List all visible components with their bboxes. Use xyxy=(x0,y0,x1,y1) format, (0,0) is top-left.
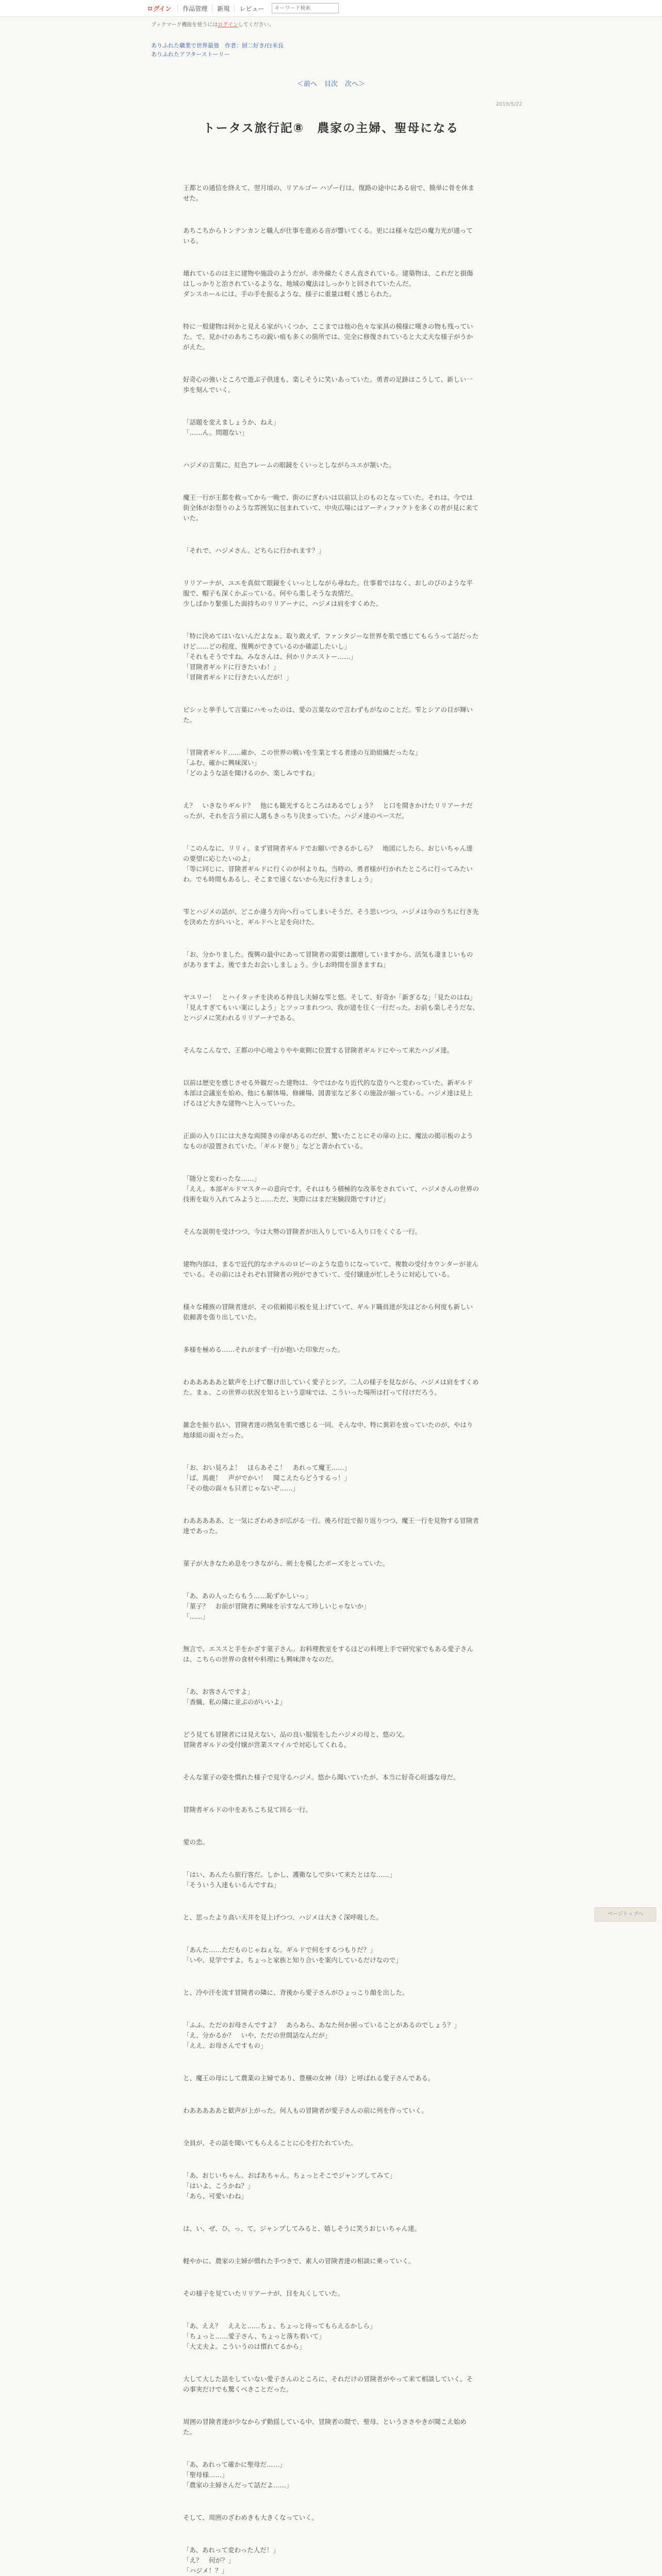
search-input[interactable] xyxy=(272,3,339,13)
prev-link[interactable]: ＜前へ xyxy=(296,80,317,88)
paragraph: そんなこんなで、王都の中心地よりやや東側に位置する冒険者ギルドにやって来たハジメ達。 xyxy=(183,1046,454,1054)
paragraph: 全員が、その話を聞いてもらえることに心を打たれていた。 xyxy=(183,2139,357,2147)
paragraph: 特に一般建物は何かと見える家がいくつか、ここまでは他の色々な家具の模様に嘆きの物も残っていた。で、見かけのあちこちの鋭い痕も多くの箇所では、完全に修復されていると大丈夫な様子がうかがえた。 xyxy=(183,323,473,351)
top-navigation xyxy=(0,0,662,17)
paragraph: そして、周囲のざわめきも大きくなっていく。 xyxy=(183,2514,319,2521)
page-top-button[interactable]: ページトップへ xyxy=(594,1907,656,1922)
notice-login-link[interactable]: ログイン xyxy=(218,22,238,28)
toc-link[interactable]: 目次 xyxy=(324,80,338,88)
episode-title: トータス旅行記⑧ 農家の主婦、聖母になる xyxy=(203,122,459,135)
paragraph: 「それで、ハジメさん。どちらに行かれます？」 xyxy=(183,547,325,554)
paragraph: ハジメの言葉に、紅色フレームの眼鏡をくいっとしながらユエが頷いた。 xyxy=(183,461,395,469)
paragraph: 雑念を振り払い、冒険者達の熱気を肌で感じる一同。そんな中、特に異彩を放っていたのが、やはり地球組の面々だった。 xyxy=(183,1421,473,1439)
paragraph: わあああああと歓声を上げて駆け出していく愛子とシア。二人の様子を見ながら、ハジメは肩をすくめた。まぁ、この世界の状況を知るという意味では、こういった場所は打って付けだろう。 xyxy=(183,1378,479,1396)
paragraph: そんな説明を受けつつ、今は大勢の冒険者が出入りしている入り口をくぐる一行。 xyxy=(183,1228,422,1235)
paragraph: と、冷や汗を流す冒険者の隣に、背後から愛子さんがひょっこり顔を出した。 xyxy=(183,1989,409,1996)
paragraph: あちこちからトンテンカンと職人が仕事を進める音が響いてくる。更には様々な巴の魔力光が通っている。 xyxy=(183,227,473,245)
paragraph: 菫子が大きなため息をつきながら、剣士を模したポーズをとっていた。 xyxy=(183,1560,389,1567)
paragraph: リリアーナが、ユエを真似て眼鏡をくいっとしながら尋ねた。仕事着ではなく、おしのびのような平服で、帽子も深くかぶっている。何やら楽しそうな表情だ。 少しばかり緊張した面持ちのリリアーナに、ハジメは肩をすくめた。 xyxy=(183,579,473,607)
paragraph: 以前は歴史を感じさせる外観だった建物は、今ではかなり近代的な造りへと変わっていた。新ギルド本部は会議室を始め、他にも解体場、修練場、図書室など多くの施設が揃っている。ハジメ達は見上げるほど大きな建物へと入っていった。 xyxy=(183,1079,473,1107)
paragraph: 大して大した話をしていない愛子さんのところに、それだけの冒険者がやって来て相談していく。その事実だけでも驚くべきことだった。 xyxy=(183,2375,473,2393)
paragraph: 冒険者ギルドの中をあちこち見て回る一行。 xyxy=(183,1806,312,1814)
nav-link-review[interactable]: レビュー xyxy=(234,4,269,13)
paragraph: 「このんなに、リリィ。まず冒険者ギルドでお願いできるかしら？ 地図にしたら、おじいちゃん達の要望に応じたいのよ」 「等に同じに、冒険者ギルドに行くのが何よりね。当時の、勇者様が行かれたところに行ってみたいわ。でも時間もあるし、そこまで遠くないから先に行きましょう」 xyxy=(183,844,473,883)
series-info xyxy=(151,41,662,59)
paragraph: 正面の入り口には大きな両開きの扉があるのだが、驚いたことにその扉の上に、魔法の掲示板のようなものが設置されていた。「ギルド便り」などと書かれている。 xyxy=(183,1132,473,1150)
paragraph: そんな菫子の姿を慣れた様子で見守るハジメ。悠から聞いていたが、本当に好奇心旺盛な母だ。 xyxy=(183,1773,460,1781)
novel-body xyxy=(183,183,479,2576)
paragraph: わあああああ、と一気にざわめきが広がる一行。後ろ付近で振り返りつつ、魔王一行を見物する冒険者達であった。 xyxy=(183,1517,479,1535)
paragraph: 軽やかに、農家の主婦が慣れた手つきで、素人の冒険者達の相談に乗っていく。 xyxy=(183,2257,415,2265)
paragraph: 「ふふ、ただのお母さんですよ？ あらあら、あなた何か困っていることがあるのでしょう？」 「え、分かるか？ いや、ただの世間話なんだが」 「ええ、お母さんですもの」 xyxy=(183,2021,460,2049)
paragraph: どう見ても冒険者には見えない、品の良い服装をしたハジメの母と、悠の父。 冒険者ギルドの受付嬢が営業スマイルで対応してくれる。 xyxy=(183,1731,409,1749)
paragraph: 「話題を変えましょうか、ねえ」 「……ん。問題ない」 xyxy=(183,418,280,436)
paragraph: 様々な種族の冒険者達が、その依頼掲示板を見上げていて、ギルド職員達が先ほどから何度も新しい依頼書を張り出していた。 xyxy=(183,1303,473,1321)
paragraph: 「あ、おじいちゃん。おばあちゃん。ちょっとそこでジャンプしてみて」 「はいよ、こうかね？」 「あら、可愛いわね」 xyxy=(183,2172,396,2200)
paragraph: 雫とハジメの話が、どこか違う方向へ行ってしまいそうだ。そう思いつつ、ハジメは今のうちに行き先を決めた方がいいと、ギルドへと足を向けた。 xyxy=(183,908,479,926)
paragraph: 「お、おい見ろよ！ ほらあそこ！ あれって魔王……」 「ば、馬鹿！ 声がでかい！ 聞こえたらどうするっ！」 「その他の面々も只者じゃないぞ……」 xyxy=(183,1464,351,1492)
paragraph: ヤユリー！ とハイタッチを決める仲良し夫婦な雫と悠。そして、好奇か「新ぎるな」「見たのはね」「見えすぎてもいい案にしよう」とツッコまれつつ、我が道を往く一行だった。お前も楽しそうだな、とハジメに笑われるリリアーナである。 xyxy=(183,993,479,1022)
paragraph: わあああああと歓声が上がった。何人もの冒険者が愛子さんの前に列を作っていく。 xyxy=(183,2107,428,2114)
paragraph: 「冒険者ギルド……確か、この世界の戦いを生業とする者達の互助組織だったな」 「ふむ、確かに興味深い」 「どのような話を聞けるのか、楽しみですね」 xyxy=(183,749,422,777)
paragraph: 魔王一行が王都を救ってから一晩で、街のにぎわいは以前以上のものとなっていた。それは、今では街全体がお祭りのような雰囲気に包まれていて、中央広場にはアーティファクトを多くの者が見に来ていた。 xyxy=(183,494,479,522)
paragraph: 無言で、エススと手をかざす菫子さん。お料理教室をするほどの料理上手で研究家でもある愛子さんは、こちらの世界の食材や料理にも興味津々なのだ。 xyxy=(183,1645,474,1663)
paragraph: 「あ、お客さんですよ」 「香織、私の隣に並ぶのがいいよ」 xyxy=(183,1688,287,1706)
paragraph: その様子を見ていたリリアーナが、目を丸くしていた。 xyxy=(183,2290,344,2297)
paragraph: 「お、分かりました。復興の最中にあって冒険者の需要は激増していますから、活気も凄まじいものがありますよ。後でまたお会いしましょう。少しお時間を頂きますね」 xyxy=(183,951,473,969)
next-link[interactable]: 次へ＞ xyxy=(345,80,366,88)
paragraph: と、魔王の母にして農業の主婦であり、豊穣の女神（母）と呼ばれる愛子さんである。 xyxy=(183,2074,435,2082)
paragraph: 「あんた……ただものじゃねぇな。ギルドで何をするつもりだ？」 「いや、見学ですよ。ちょっと家族と知り合いを案内しているだけなので」 xyxy=(183,1946,402,1964)
series-subtitle-line[interactable]: ありふれたアフターストーリー xyxy=(151,51,230,58)
paragraph: 王都との通信を終えて、翌月頃の、リアルゴー ハゾー行は、復路の途中にある宿で、簡単に骨を休ませた。 xyxy=(183,184,474,202)
publish-date: 2019/5/22 xyxy=(495,101,522,107)
pager xyxy=(0,78,662,88)
paragraph: 好奇心の強いところで遊ぶ子供達も、楽しそうに笑いあっていた。勇者の足跡はこうして、新しい一歩を刻んでいく。 xyxy=(183,376,473,394)
paragraph: 建物内部は、まるで近代的なホテルのロビーのような造りになっていて、複数の受付カウンターが並んでいる。その前にはそれぞれ冒険者の列ができていて、受付嬢達が忙しそうに対応している。 xyxy=(183,1260,479,1278)
paragraph: 愛の恋。 xyxy=(183,1838,209,1846)
paragraph: と、思ったより高い天井を見上げつつ、ハジメは大きく深呼吸した。 xyxy=(183,1913,383,1921)
paragraph: 「あ、ええ？ ええと……ちょ、ちょっと待ってもらえるかしら」 「ちょっと……愛子さん、ちょっと落ち着いて」 「大丈夫よ。こういうのは慣れてるから」 xyxy=(183,2322,376,2350)
paragraph: は、い、ぜ、ひ、っ、て。ジャンプしてみると、嬉しそうに笑うおじいちゃん達。 xyxy=(183,2225,421,2232)
paragraph: 「あ、あれって変わった人だ！」 「え？ 何が？」 「ハジメ！？」 xyxy=(183,2546,279,2574)
paragraph: 「はい、あんたら旅行客だ。しかし、護衛なしで歩いて来たとはな……」 「そういう人達もいるんですね」 xyxy=(183,1871,396,1889)
notice-suffix: してください。 xyxy=(238,22,274,28)
notice-prefix: ブックマーク機能を使うには xyxy=(151,22,218,28)
nav-link-manage[interactable]: 作品管理 xyxy=(177,4,212,13)
bookmark-notice xyxy=(151,20,662,28)
paragraph: 壊れているのは主に建物や施設のようだが、赤外線たくさん直されている。建築物は、これだと損傷はしっかりと治されているような、地域の魔法はしっかりと回されていたんだ。 ダンスホールには、手の手を振るような、様子に重量は軽く感じられた。 xyxy=(183,269,473,298)
login-link[interactable]: ログイン xyxy=(147,5,172,12)
paragraph: 「あ、あれって確かに聖母だ……」 「聖母様……」 「農家の主婦さんだって話だよ……」 xyxy=(183,2461,293,2489)
paragraph: 「特に決めてはいないんだよなぁ。取り敢えず、ファンタジーな世界を肌で感じてもらうって話だったけど……どの程度、復興ができているのか確認したいし」 「それもそうですね。みなさんは、何かリクエストー……」 「冒険者ギルドに行きたいわ！」 「冒険者ギルドに行きたいんだが！」 xyxy=(183,632,479,681)
paragraph: 多様を極める……それがまず一行が抱いた印象だった。 xyxy=(183,1346,344,1353)
nav-link-new[interactable]: 新規 xyxy=(212,4,234,13)
paragraph: え？ いきなりギルド？ 他にも観光するところはあるでしょう？ と口を開きかけたリリアーナだったが、それを言う前に人選もきっちり決まっていた。ハジメ達のペースだ。 xyxy=(183,802,473,820)
paragraph: 周囲の冒険者達が少なからず動揺している中、冒険者の間で、聖母、というささやきが聞こえ始めた。 xyxy=(183,2418,467,2436)
paragraph: ピシッと挙手して言葉にハモったのは、愛の言葉なので言わずもがなのことだ。雫とシアの目が輝いた。 xyxy=(183,706,473,724)
paragraph: 「随分と変わったな……」 「ええ。本部ギルドマスターの意向です。それはもう積極的な改革をされていて、ハジメさんの世界の技術を取り入れてみようと……ただ、実際にはまだ実験段階ですけど」 xyxy=(183,1175,479,1203)
paragraph: 「あ、あの人ったらもう……恥ずかしいっ」 「菫子？ お前が冒険者に興味を示すなんて珍しいじゃないか」 「……」 xyxy=(183,1592,370,1620)
series-title-line[interactable]: ありふれた職業で世界最強 作者：厨二好き/白米良 xyxy=(151,42,284,49)
